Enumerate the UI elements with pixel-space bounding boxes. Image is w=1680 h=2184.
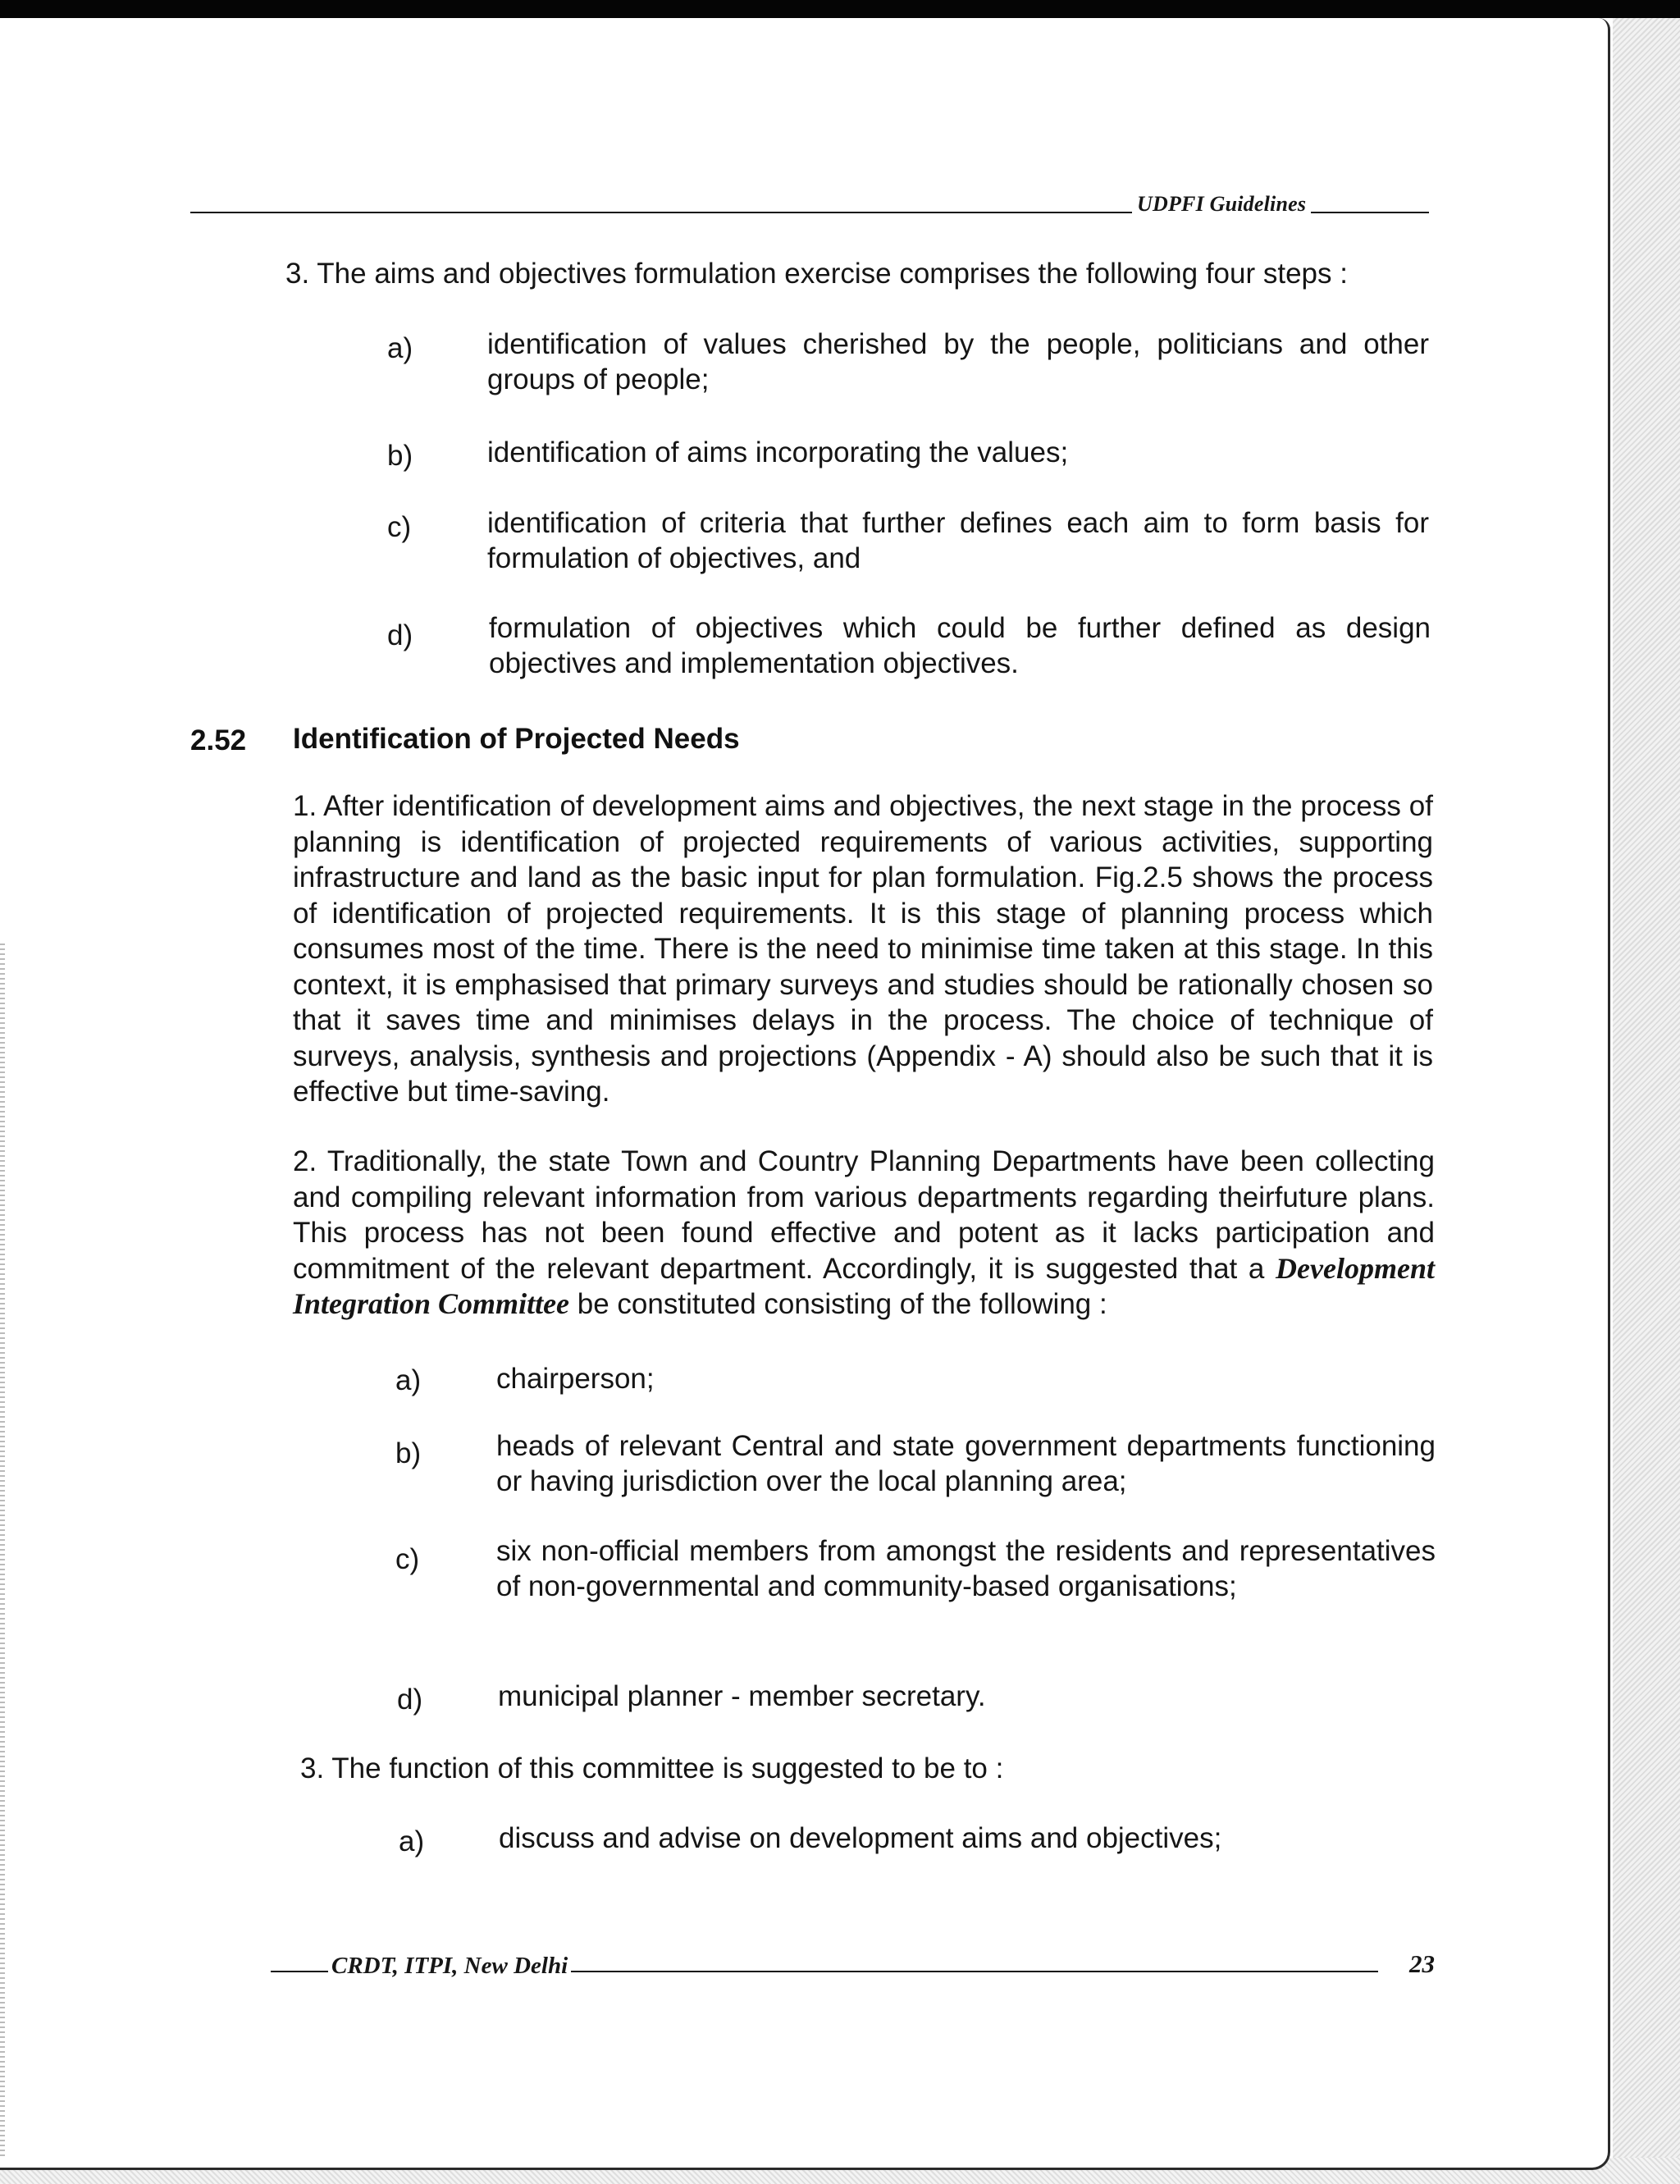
step-label-b: b) [387,440,413,472]
paragraph-2-text-start: 2. Traditionally, the state Town and Country Planning Departments have been collecting and compiling relevant information from various departments regarding theirfuture plans. This process has not been found effective and potent as it lacks participation and commitment of the relevant department. Accordingly, it is suggested that a [293,1145,1435,1285]
committee-item-c: six non-official members from amongst the residents and representatives of non-governmental and community-based organisations; [496,1535,1436,1602]
step-item-d: formulation of objectives which could be further defined as design objectives and implementation objectives. [489,612,1431,679]
step-item-b: identification of aims incorporating the values; [487,436,1069,468]
running-header: UDPFI Guidelines [1132,192,1311,217]
function-intro: 3. The function of this committee is suggested to be to : [300,1752,1004,1784]
step-item-c: identification of criteria that further defines each aim to form basis for formulation of objectives, and [487,507,1429,574]
committee-label-c: c) [395,1543,420,1575]
page-number: 23 [1409,1949,1435,1978]
paragraph-2-text-end: be constituted consisting of the following : [577,1288,1107,1320]
steps-intro: 3. The aims and objectives formulation exercise comprises the following four steps : [285,258,1348,290]
paragraph-1: 1. After identification of development aims and objectives, the next stage in the process of planning is identification of projected requirements of various activities, supporting infrastructure and land as the basic input for plan formulation. Fig.2.5 shows the process of identification of projected requirements. It is this stage of planning process which consumes most of the time. There is the need to minimise time taken at this stage. In this context, it is emphasised that primary surveys and studies should be rationally chosen so that it saves time and minimises delays in the process. The choice of technique of surveys, analysis, synthesis and projections (Appendix - A) should also be such that it is effective but time-saving. [293,790,1433,1108]
step-label-d: d) [387,619,413,651]
footer-publisher: CRDT, ITPI, New Delhi [328,1953,571,1980]
step-label-a: a) [387,332,413,364]
committee-item-b: heads of relevant Central and state government departments functioning or having jurisdiction over the local planning area; [496,1430,1436,1497]
function-item-a: discuss and advise on development aims and objectives; [499,1822,1222,1854]
paragraph-2 [293,1144,1435,1323]
committee-label-b: b) [395,1437,422,1469]
committee-name-emphasis: Development Integration Committee [293,1251,1435,1320]
step-label-c: c) [387,511,412,543]
committee-label-a: a) [395,1364,422,1396]
step-item-a: identification of values cherished by the people, politicians and other groups of people; [487,328,1429,395]
scan-right-margin [1613,18,1680,2184]
scan-top-border [0,0,1680,18]
committee-item-d: municipal planner - member secretary. [498,1680,986,1712]
scan-left-edge [0,944,5,2158]
section-number: 2.52 [190,724,247,756]
section-title: Identification of Projected Needs [293,723,740,755]
function-label-a: a) [399,1825,425,1857]
committee-item-a: chairperson; [496,1363,655,1395]
committee-label-d: d) [397,1684,423,1716]
